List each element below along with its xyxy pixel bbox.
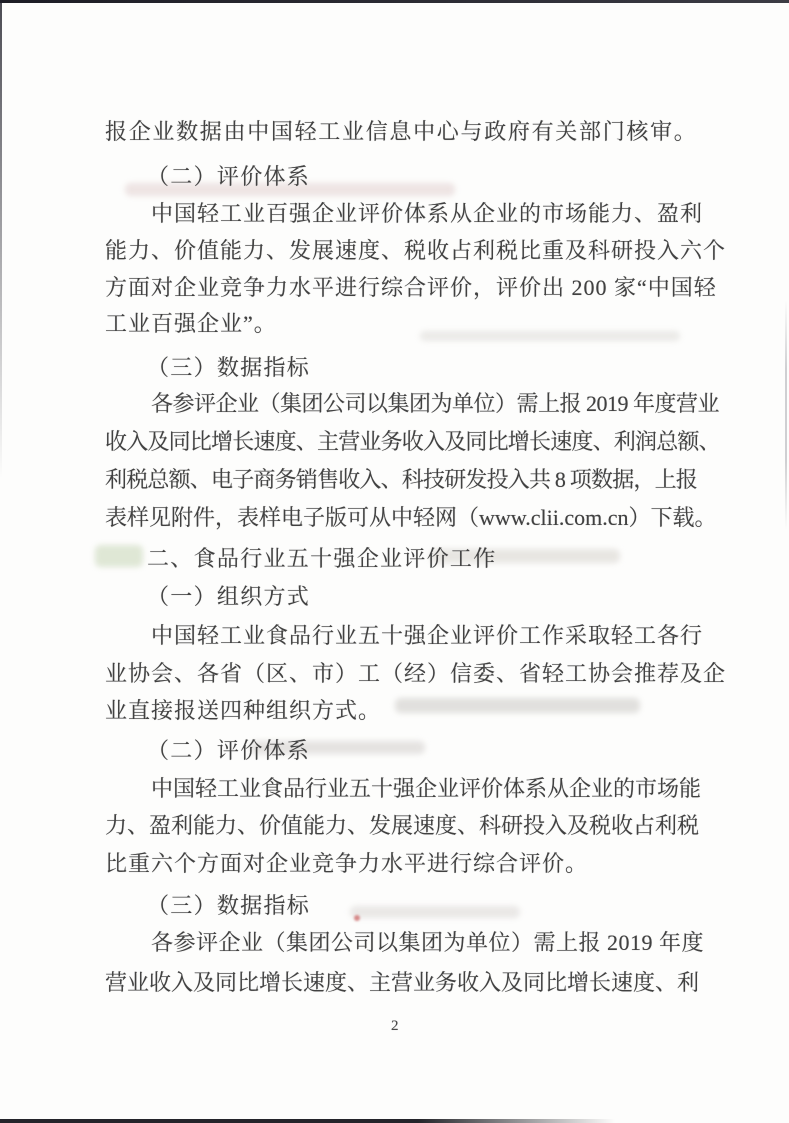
section-heading: （三）数据指标 <box>147 893 311 918</box>
paragraph-line: 业协会、各省（区、市）工（经）信委、省轻工协会推荐及企 <box>105 661 727 686</box>
paragraph-line: 营业收入及同比增长速度、主营业务收入及同比增长速度、利 <box>105 970 700 995</box>
section-heading: （三）数据指标 <box>147 355 311 380</box>
paragraph-line: 各参评企业（集团公司以集团为单位）需上报 2019 年度营业 <box>151 391 720 416</box>
paragraph-line: 各参评企业（集团公司以集团为单位）需上报 2019 年度 <box>151 930 705 955</box>
paragraph-line: 力、盈利能力、价值能力、发展速度、科研投入及税收占利税 <box>105 813 700 838</box>
paragraph-line: 表样见附件，表样电子版可从中轻网（www.clii.com.cn）下载。 <box>105 505 717 530</box>
paragraph-line: 能力、价值能力、发展速度、税收占利税比重及科研投入六个 <box>105 238 727 263</box>
paragraph-line: 方面对企业竞争力水平进行综合评价，评价出 200 家“中国轻 <box>105 275 717 300</box>
section-heading: （一）组织方式 <box>147 584 311 609</box>
paragraph-line: 收入及同比增长速度、主营业务收入及同比增长速度、利润总额、 <box>105 429 720 454</box>
bleed-through-smudge <box>395 698 640 713</box>
section-heading: （二）评价体系 <box>147 164 311 189</box>
paragraph-line: 利税总额、电子商务销售收入、科技研发投入共 8 项数据，上报 <box>105 467 698 492</box>
scan-edge-right <box>785 300 787 530</box>
red-ink-dot <box>354 915 360 921</box>
bleed-through-smudge <box>95 545 143 567</box>
scan-edge-bottom <box>0 1119 615 1123</box>
paragraph-line: 中国轻工业食品行业五十强企业评价体系从企业的市场能 <box>151 776 702 801</box>
paragraph-line: 工业百强企业”。 <box>105 311 277 336</box>
paragraph-line: 中国轻工业食品行业五十强企业评价工作采取轻工各行 <box>151 623 704 648</box>
scan-edge-top <box>0 0 789 3</box>
paragraph-line: 中国轻工业百强企业评价体系从企业的市场能力、盈利 <box>151 201 704 226</box>
bleed-through-smudge <box>350 906 520 918</box>
paragraph-line: 报企业数据由中国轻工业信息中心与政府有关部门核审。 <box>105 119 698 144</box>
section-heading: （二）评价体系 <box>147 738 311 763</box>
scan-edge-left <box>0 0 2 520</box>
page-number: 2 <box>391 1018 399 1034</box>
bleed-through-smudge <box>420 331 680 341</box>
paragraph-line: 比重六个方面对企业竞争力水平进行综合评价。 <box>105 851 589 876</box>
paragraph-line: 业直接报送四种组织方式。 <box>105 698 382 723</box>
section-heading: 二、食品行业五十强企业评价工作 <box>147 546 497 571</box>
